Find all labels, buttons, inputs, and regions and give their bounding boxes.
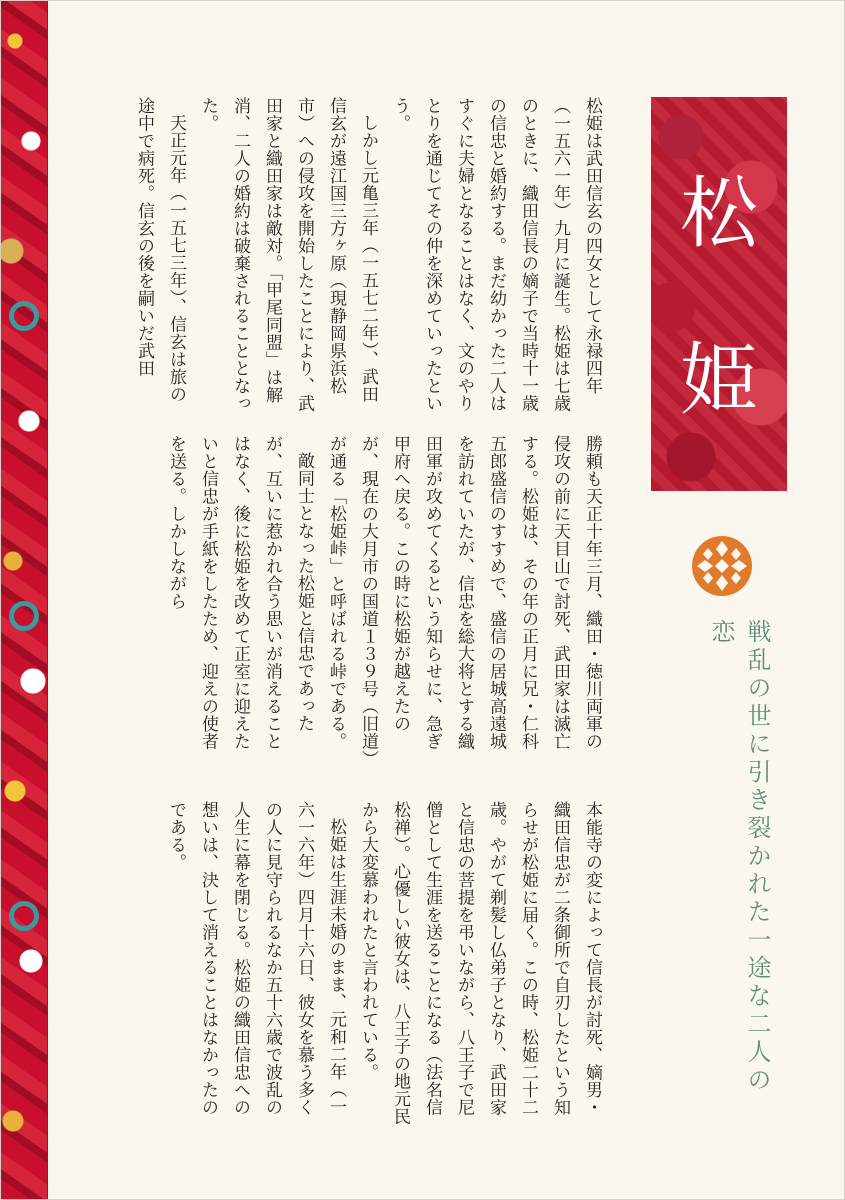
title-panel	[651, 97, 787, 491]
text-block-middle	[160, 435, 608, 759]
paragraph: 勝頼も天正十年三月、織田・徳川両軍の侵攻の前に天目山で討死、武田家は滅亡する。松姫は、その年の正月に兄・仁科五郎盛信のすすめで、盛信の居城高遠城を訪れていたが、信忠を総大将とする織田軍が攻めてくるという知らせに、急ぎ甲府へ戻る。この時に松姫が越えたのが、現在の大月市の国道１３９号（旧道）が通る「松姫峠」と呼ばれる峠である。	[326, 435, 602, 759]
paragraph: 松姫は生涯未婚のまま、元和二年（一六一六年）四月十六日、彼女を慕う多くの人に見守られるなか五十六歳で波乱の人生に幕を閉じる。松姫の織田信忠への想いは、決して消えることはなかったのである。	[166, 801, 346, 1116]
subtitle: 戦乱の世に引き裂かれた一途な二人の恋	[707, 619, 771, 1095]
text-block-bottom	[160, 801, 608, 1125]
text-block-top	[128, 97, 608, 419]
decorative-pattern-strip	[1, 1, 48, 1200]
paragraph: 天正元年（一五七三年）、信玄は旅の途中で病死。信玄の後を嗣いだ武田	[134, 97, 186, 403]
teal-ring-decoration	[9, 901, 39, 931]
teal-ring-decoration	[9, 601, 39, 631]
paragraph: しかし元亀三年（一五七二年）、武田信玄が遠江国三方ヶ原（現静岡県浜松市）への侵攻を開始したことにより、武田家と織田家は敵対。「甲尾同盟」は解消、二人の婚約は破棄されることとなった。	[198, 97, 378, 412]
paragraph: 松姫は武田信玄の四女として永禄四年（一五六一年）九月に誕生。松姫は七歳のときに、織田信長の嫡子で当時十一歳の信忠と婚約する。まだ幼かった二人はすぐに夫婦となることはなく、文のやりとりを通じてその仲を深めていったという。	[390, 97, 602, 412]
paragraph: 本能寺の変によって信長が討死、嫡男・織田信忠が二条御所で自刃したという知らせが松姫に届く。この時、松姫二十二歳。やがて剃髪し仏弟子となり、武田家と信忠の菩提を弔いながら、八王子で尼僧として生涯を送ることになる（法名信松禅）。心優しい彼女は、八王子の地元民から大変慕われたと言われている。	[358, 801, 602, 1125]
title-char-2: 姫	[679, 335, 758, 425]
title-char-1: 松	[679, 169, 758, 259]
kiku-diamond-crest-icon	[691, 535, 753, 597]
paragraph: 敵同士となった松姫と信忠であったが、互いに惹かれ合う思いが消えることはなく、後に松姫を改めて正室に迎えたいと信忠が手紙をしたため、迎えの使者を送る。しかしながら	[166, 435, 314, 750]
teal-ring-decoration	[9, 301, 39, 331]
